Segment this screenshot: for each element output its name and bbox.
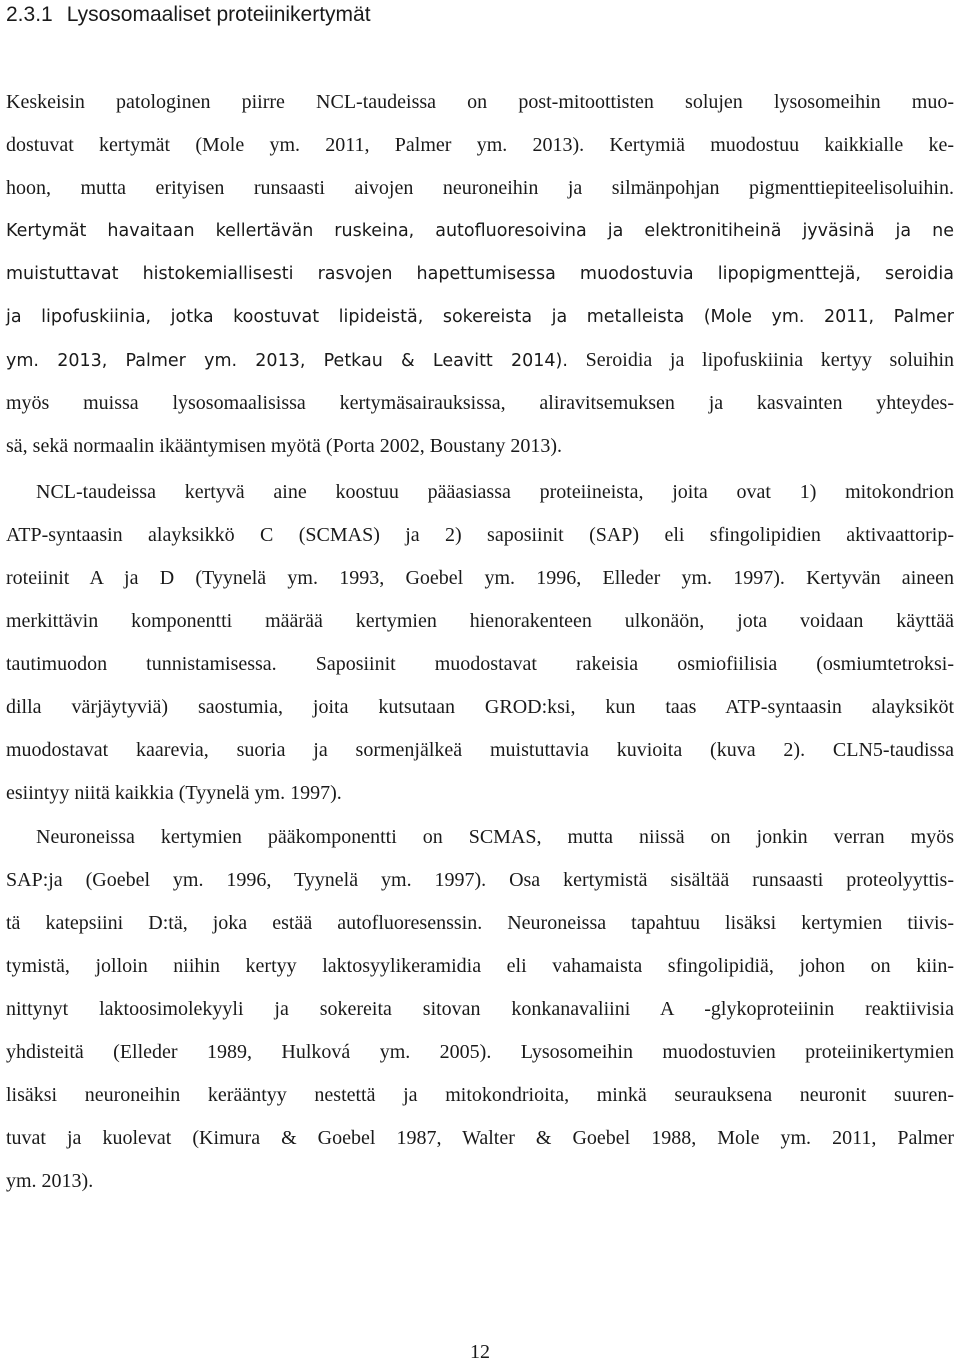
text-line: yhdisteitä (Elleder 1989, Hulková ym. 2005). Lysosomeihin muodostuvien proteiinikertymien <box>6 1041 954 1063</box>
text-line: tautimuodon tunnistamisessa. Saposiinit muodostavat rakeisia osmiofiilisia (osmiumtetroksi- <box>6 653 954 675</box>
text-line: myös muissa lysosomaalisissa kertymäsairauksissa, aliravitsemuksen ja kasvainten yhteydes- <box>6 392 954 414</box>
text-line: tuvat ja kuolevat (Kimura & Goebel 1987, Walter & Goebel 1988, Mole ym. 2011, Palmer <box>6 1127 954 1149</box>
text-line: Keskeisin patologinen piirre NCL-taudeissa on post-mitoottisten solujen lysosomeihin muo- <box>6 91 954 113</box>
text-line: tä katepsiini D:tä, joka estää autofluoresenssin. Neuroneissa tapahtuu lisäksi kertymien tiivis- <box>6 912 954 934</box>
text-line: Neuroneissa kertymien pääkomponentti on SCMAS, mutta niissä on jonkin verran myös <box>36 826 954 848</box>
section-title: Lysosomaaliset proteiinikertymät <box>66 3 371 26</box>
text-line: muodostavat kaarevia, suoria ja sormenjälkeä muistuttavia kuvioita (kuva 2). CLN5-taudissa <box>6 739 954 761</box>
text-line: NCL-taudeissa kertyvä aine koostuu pääasiassa proteiineista, joita ovat 1) mitokondrion <box>36 481 954 503</box>
text-line: ym. 2013). <box>6 1170 94 1192</box>
text-line: lisäksi neuroneihin kerääntyy nestettä ja mitokondrioita, minkä seurauksena neuronit suuren- <box>6 1084 954 1106</box>
text-line: dilla värjäytyviä) saostumia, joita kutsutaan GROD:ksi, kun taas ATP-syntaasin alayksiköt <box>6 696 954 718</box>
text-line: sä, sekä normaalin ikääntymisen myötä (Porta 2002, Boustany 2013). <box>6 435 563 457</box>
section-heading <box>6 2 371 28</box>
text-line: merkittävin komponentti määrää kertymien hienorakenteen ulkonäön, jota voidaan käyttää <box>6 610 954 632</box>
section-number: 2.3.1 <box>6 3 53 26</box>
text-line: dostuvat kertymät (Mole ym. 2011, Palmer ym. 2013). Kertymiä muodostuu kaikkialle ke- <box>6 134 954 156</box>
text-line: ym. 2013, Palmer ym. 2013, Petkau & Leavitt 2014). Seroidia ja lipofuskiinia kertyy soluihin <box>6 349 955 371</box>
text-line: muistuttavat histokemiallisesti rasvojen hapettumisessa muodostuvia lipopigmenttejä, seroidia <box>6 264 954 284</box>
text-line: SAP:ja (Goebel ym. 1996, Tyynelä ym. 1997). Osa kertymistä sisältää runsaasti proteolyyttis- <box>6 869 954 891</box>
text-line: nittynyt laktoosimolekyyli ja sokereita sitovan konkanavaliini A -glykoproteiinin reaktiivisia <box>6 998 954 1020</box>
page-number: 12 <box>470 1341 490 1363</box>
text-line: ATP-syntaasin alayksikkö C (SCMAS) ja 2) saposiinit (SAP) eli sfingolipidien aktivaattorip- <box>6 524 954 546</box>
text-line: roteiinit A ja D (Tyynelä ym. 1993, Goebel ym. 1996, Elleder ym. 1997). Kertyvän aineen <box>6 567 954 589</box>
text-line: tymistä, jolloin niihin kertyy laktosyylikeramidia eli vahamaista sfingolipidiä, johon on kiin- <box>6 955 954 977</box>
text-line: esiintyy niitä kaikkia (Tyynelä ym. 1997). <box>6 782 342 804</box>
text-line: hoon, mutta erityisen runsaasti aivojen neuroneihin ja silmänpohjan pigmenttiepiteelisoluihin. <box>6 177 954 199</box>
text-line: ja lipofuskiinia, jotka koostuvat lipideistä, sokereista ja metalleista (Mole ym. 2011, Palmer <box>6 307 954 327</box>
text-line: Kertymät havaitaan kellertävän ruskeina, autofluoresoivina ja elektronitiheinä jyväsinä ja ne <box>6 221 954 241</box>
